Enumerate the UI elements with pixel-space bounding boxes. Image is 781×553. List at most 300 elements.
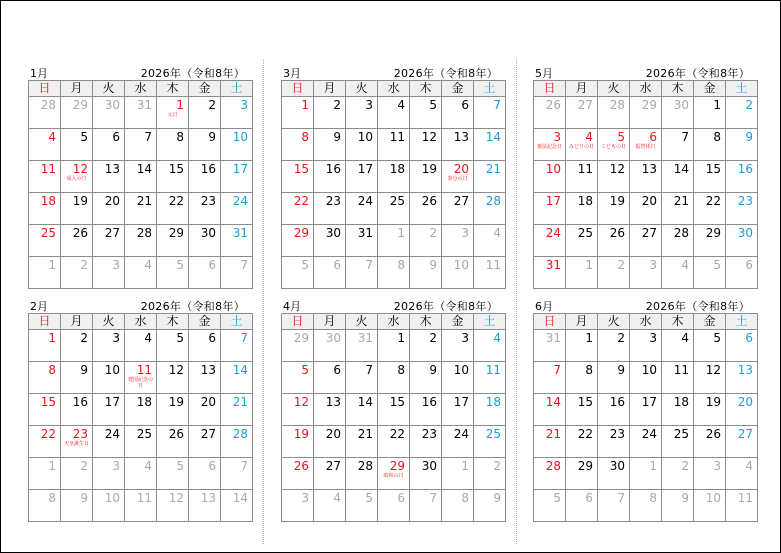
day-cell[interactable] — [378, 97, 410, 129]
day-cell[interactable] — [630, 490, 662, 522]
day-cell[interactable] — [410, 225, 442, 257]
day-cell[interactable] — [61, 161, 93, 193]
day-cell[interactable] — [662, 193, 694, 225]
day-cell[interactable] — [346, 225, 378, 257]
day-cell[interactable] — [314, 97, 346, 129]
day-cell[interactable] — [474, 161, 506, 193]
day-cell[interactable] — [93, 225, 125, 257]
day-cell[interactable] — [534, 490, 566, 522]
day-cell[interactable] — [662, 490, 694, 522]
day-cell[interactable] — [61, 129, 93, 161]
day-number: 1 — [176, 98, 184, 112]
day-cell[interactable] — [410, 362, 442, 394]
day-cell[interactable] — [157, 161, 189, 193]
day-number: 27 — [453, 194, 469, 208]
day-cell[interactable] — [378, 458, 410, 490]
day-cell[interactable] — [474, 257, 506, 289]
day-cell[interactable] — [93, 129, 125, 161]
day-cell[interactable] — [314, 490, 346, 522]
day-cell[interactable] — [189, 362, 221, 394]
day-number: 22 — [577, 427, 593, 441]
day-cell[interactable] — [598, 97, 630, 129]
day-cell[interactable] — [157, 193, 189, 225]
day-cell[interactable] — [125, 257, 157, 289]
day-cell[interactable] — [221, 257, 253, 289]
day-number: 17 — [453, 395, 469, 409]
day-cell[interactable] — [314, 362, 346, 394]
day-cell[interactable] — [378, 362, 410, 394]
day-cell[interactable] — [598, 330, 630, 362]
weekday-header: 月 — [61, 81, 93, 97]
day-cell[interactable] — [282, 97, 314, 129]
day-cell[interactable] — [314, 257, 346, 289]
day-cell[interactable] — [410, 426, 442, 458]
day-cell[interactable] — [566, 490, 598, 522]
day-cell[interactable] — [630, 257, 662, 289]
day-cell[interactable] — [125, 161, 157, 193]
day-cell[interactable] — [61, 330, 93, 362]
day-cell[interactable] — [314, 330, 346, 362]
day-cell[interactable] — [726, 394, 758, 426]
day-cell[interactable] — [282, 330, 314, 362]
day-cell[interactable] — [314, 193, 346, 225]
day-cell[interactable] — [442, 362, 474, 394]
day-cell[interactable] — [598, 490, 630, 522]
day-cell[interactable] — [157, 330, 189, 362]
day-cell[interactable] — [29, 426, 61, 458]
day-cell[interactable] — [93, 193, 125, 225]
day-cell[interactable] — [314, 394, 346, 426]
day-cell[interactable] — [662, 225, 694, 257]
day-cell[interactable] — [346, 394, 378, 426]
day-cell[interactable] — [314, 129, 346, 161]
day-cell[interactable] — [726, 257, 758, 289]
day-cell[interactable] — [125, 129, 157, 161]
day-cell[interactable] — [662, 458, 694, 490]
day-cell[interactable] — [61, 225, 93, 257]
day-number: 1 — [48, 331, 56, 345]
day-cell[interactable] — [598, 225, 630, 257]
day-cell[interactable] — [93, 330, 125, 362]
day-cell[interactable] — [346, 458, 378, 490]
weekday-header: 木 — [410, 314, 442, 330]
day-cell[interactable] — [474, 330, 506, 362]
day-cell[interactable] — [221, 193, 253, 225]
day-cell[interactable] — [378, 330, 410, 362]
day-cell[interactable] — [694, 394, 726, 426]
day-cell[interactable] — [694, 193, 726, 225]
day-cell[interactable] — [189, 394, 221, 426]
day-cell[interactable] — [346, 490, 378, 522]
day-cell[interactable] — [93, 394, 125, 426]
day-cell[interactable] — [662, 330, 694, 362]
day-cell[interactable] — [598, 129, 630, 161]
day-cell[interactable] — [346, 362, 378, 394]
week-row — [282, 161, 506, 193]
day-cell[interactable] — [630, 225, 662, 257]
day-cell[interactable] — [29, 161, 61, 193]
day-cell[interactable] — [346, 97, 378, 129]
day-cell[interactable] — [61, 97, 93, 129]
day-cell[interactable] — [534, 129, 566, 161]
day-cell[interactable] — [534, 458, 566, 490]
day-number: 14 — [136, 162, 152, 176]
day-cell[interactable] — [662, 257, 694, 289]
day-cell[interactable] — [378, 225, 410, 257]
day-number: 12 — [609, 162, 625, 176]
day-cell[interactable] — [726, 161, 758, 193]
day-cell[interactable] — [378, 161, 410, 193]
day-cell[interactable] — [93, 426, 125, 458]
day-cell[interactable] — [221, 161, 253, 193]
day-cell[interactable] — [630, 129, 662, 161]
week-row — [534, 490, 758, 522]
day-number: 5 — [301, 363, 309, 377]
day-cell[interactable] — [474, 490, 506, 522]
day-cell[interactable] — [410, 129, 442, 161]
day-cell[interactable] — [61, 193, 93, 225]
day-cell[interactable] — [29, 362, 61, 394]
day-cell[interactable] — [29, 129, 61, 161]
day-cell[interactable] — [189, 225, 221, 257]
day-cell[interactable] — [410, 193, 442, 225]
day-cell[interactable] — [442, 161, 474, 193]
day-number: 13 — [641, 162, 657, 176]
day-number: 4 — [745, 459, 753, 473]
day-number: 12 — [168, 363, 184, 377]
day-cell[interactable] — [378, 129, 410, 161]
day-cell[interactable] — [630, 426, 662, 458]
day-cell[interactable] — [346, 193, 378, 225]
day-cell[interactable] — [378, 394, 410, 426]
day-cell[interactable] — [474, 362, 506, 394]
day-cell[interactable] — [314, 458, 346, 490]
day-cell[interactable] — [662, 97, 694, 129]
day-cell[interactable] — [534, 362, 566, 394]
day-cell[interactable] — [566, 458, 598, 490]
day-cell[interactable] — [61, 362, 93, 394]
day-cell[interactable] — [598, 458, 630, 490]
day-cell[interactable] — [125, 490, 157, 522]
day-cell[interactable] — [221, 426, 253, 458]
day-cell[interactable] — [221, 458, 253, 490]
day-cell[interactable] — [566, 129, 598, 161]
column-divider — [263, 59, 264, 544]
day-cell[interactable] — [630, 458, 662, 490]
day-cell[interactable] — [282, 426, 314, 458]
day-cell[interactable] — [726, 458, 758, 490]
day-cell[interactable] — [662, 129, 694, 161]
day-cell[interactable] — [221, 225, 253, 257]
day-number: 19 — [705, 395, 721, 409]
day-cell[interactable] — [534, 161, 566, 193]
day-number: 12 — [293, 395, 309, 409]
day-number: 25 — [577, 226, 593, 240]
day-cell[interactable] — [93, 97, 125, 129]
day-cell[interactable] — [598, 394, 630, 426]
day-cell[interactable] — [630, 330, 662, 362]
day-number: 22 — [293, 194, 309, 208]
day-cell[interactable] — [93, 257, 125, 289]
day-cell[interactable] — [157, 225, 189, 257]
day-cell[interactable] — [93, 161, 125, 193]
day-cell[interactable] — [314, 161, 346, 193]
weekday-header: 土 — [221, 314, 253, 330]
day-cell[interactable] — [189, 257, 221, 289]
day-cell[interactable] — [442, 225, 474, 257]
day-cell[interactable] — [726, 362, 758, 394]
day-cell[interactable] — [125, 193, 157, 225]
day-cell[interactable] — [566, 97, 598, 129]
day-cell[interactable] — [474, 394, 506, 426]
day-cell[interactable] — [93, 458, 125, 490]
day-number: 29 — [389, 459, 405, 473]
day-cell[interactable] — [534, 225, 566, 257]
day-cell[interactable] — [534, 330, 566, 362]
day-cell[interactable] — [694, 97, 726, 129]
day-cell[interactable] — [314, 426, 346, 458]
day-cell[interactable] — [282, 394, 314, 426]
day-cell[interactable] — [630, 161, 662, 193]
day-cell[interactable] — [566, 193, 598, 225]
day-cell[interactable] — [378, 490, 410, 522]
day-cell[interactable] — [598, 161, 630, 193]
day-cell[interactable] — [221, 490, 253, 522]
day-cell[interactable] — [157, 362, 189, 394]
day-cell[interactable] — [157, 257, 189, 289]
day-cell[interactable] — [566, 426, 598, 458]
day-cell[interactable] — [125, 394, 157, 426]
day-cell[interactable] — [189, 426, 221, 458]
weekday-header: 水 — [630, 81, 662, 97]
day-number: 9 — [429, 363, 437, 377]
day-cell[interactable] — [630, 97, 662, 129]
day-cell[interactable] — [282, 129, 314, 161]
day-cell[interactable] — [662, 362, 694, 394]
day-cell[interactable] — [474, 426, 506, 458]
day-cell[interactable] — [694, 161, 726, 193]
day-cell[interactable] — [346, 426, 378, 458]
day-cell[interactable] — [694, 129, 726, 161]
day-cell[interactable] — [93, 490, 125, 522]
day-cell[interactable] — [29, 257, 61, 289]
day-cell[interactable] — [726, 129, 758, 161]
day-cell[interactable] — [282, 490, 314, 522]
holiday-name: みどりの日 — [568, 144, 594, 150]
day-cell[interactable] — [410, 490, 442, 522]
day-cell[interactable] — [29, 193, 61, 225]
weekday-header: 日 — [29, 81, 61, 97]
day-cell[interactable] — [29, 490, 61, 522]
day-cell[interactable] — [378, 193, 410, 225]
day-cell[interactable] — [221, 330, 253, 362]
day-cell[interactable] — [189, 458, 221, 490]
day-cell[interactable] — [442, 97, 474, 129]
day-cell[interactable] — [474, 225, 506, 257]
day-cell[interactable] — [726, 426, 758, 458]
day-cell[interactable] — [125, 426, 157, 458]
day-cell[interactable] — [474, 129, 506, 161]
day-cell[interactable] — [346, 330, 378, 362]
day-cell[interactable] — [125, 362, 157, 394]
day-cell[interactable] — [726, 490, 758, 522]
day-cell[interactable] — [61, 458, 93, 490]
day-cell[interactable] — [157, 490, 189, 522]
day-cell[interactable] — [442, 458, 474, 490]
day-cell[interactable] — [534, 394, 566, 426]
day-cell[interactable] — [598, 257, 630, 289]
day-cell[interactable] — [598, 426, 630, 458]
day-cell[interactable] — [61, 257, 93, 289]
day-number: 24 — [232, 194, 248, 208]
day-cell[interactable] — [221, 129, 253, 161]
day-cell[interactable] — [410, 97, 442, 129]
day-cell[interactable] — [29, 458, 61, 490]
day-cell[interactable] — [442, 394, 474, 426]
day-number: 11 — [389, 130, 405, 144]
day-cell[interactable] — [566, 161, 598, 193]
weekday-header: 火 — [93, 81, 125, 97]
day-cell[interactable] — [442, 129, 474, 161]
day-cell[interactable] — [282, 458, 314, 490]
day-number: 17 — [357, 162, 373, 176]
day-cell[interactable] — [534, 193, 566, 225]
day-cell[interactable] — [61, 394, 93, 426]
day-cell[interactable] — [694, 362, 726, 394]
day-cell[interactable] — [630, 362, 662, 394]
day-cell[interactable] — [189, 330, 221, 362]
day-cell[interactable] — [694, 257, 726, 289]
day-number: 25 — [673, 427, 689, 441]
day-cell[interactable] — [157, 394, 189, 426]
day-cell[interactable] — [378, 426, 410, 458]
day-cell[interactable] — [282, 193, 314, 225]
weekday-header: 日 — [534, 314, 566, 330]
day-number: 28 — [40, 98, 56, 112]
day-cell[interactable] — [189, 490, 221, 522]
day-cell[interactable] — [566, 225, 598, 257]
day-cell[interactable] — [29, 97, 61, 129]
day-cell[interactable] — [566, 330, 598, 362]
day-cell[interactable] — [598, 193, 630, 225]
day-cell[interactable] — [694, 490, 726, 522]
day-cell[interactable] — [282, 257, 314, 289]
weekday-header: 土 — [221, 81, 253, 97]
day-cell[interactable] — [630, 394, 662, 426]
day-number: 18 — [577, 194, 593, 208]
day-cell[interactable] — [534, 257, 566, 289]
day-cell[interactable] — [125, 97, 157, 129]
day-cell[interactable] — [566, 394, 598, 426]
day-cell[interactable] — [189, 97, 221, 129]
day-cell[interactable] — [598, 362, 630, 394]
day-cell[interactable] — [157, 458, 189, 490]
day-cell[interactable] — [726, 330, 758, 362]
day-cell[interactable] — [282, 362, 314, 394]
day-cell[interactable] — [474, 97, 506, 129]
day-cell[interactable] — [189, 161, 221, 193]
day-number: 16 — [421, 395, 437, 409]
day-cell[interactable] — [346, 129, 378, 161]
day-cell[interactable] — [474, 458, 506, 490]
day-cell[interactable] — [346, 161, 378, 193]
day-cell[interactable] — [726, 97, 758, 129]
day-cell[interactable] — [566, 362, 598, 394]
day-cell[interactable] — [157, 129, 189, 161]
day-cell[interactable] — [221, 97, 253, 129]
day-number: 5 — [80, 130, 88, 144]
day-cell[interactable] — [157, 426, 189, 458]
month-label: 2月 — [30, 300, 48, 313]
day-cell[interactable] — [29, 225, 61, 257]
day-cell[interactable] — [378, 257, 410, 289]
week-row — [534, 394, 758, 426]
day-cell[interactable] — [189, 193, 221, 225]
day-cell[interactable] — [282, 161, 314, 193]
day-cell[interactable] — [726, 193, 758, 225]
day-cell[interactable] — [442, 426, 474, 458]
day-cell[interactable] — [442, 330, 474, 362]
day-cell[interactable] — [474, 193, 506, 225]
day-cell[interactable] — [694, 225, 726, 257]
day-cell[interactable] — [125, 458, 157, 490]
day-cell[interactable] — [410, 161, 442, 193]
day-cell[interactable] — [221, 362, 253, 394]
day-number: 3 — [301, 491, 309, 505]
day-number: 1 — [649, 459, 657, 473]
day-cell[interactable] — [662, 426, 694, 458]
day-cell[interactable] — [726, 225, 758, 257]
day-cell[interactable] — [157, 97, 189, 129]
day-cell[interactable] — [534, 426, 566, 458]
day-cell[interactable] — [29, 330, 61, 362]
day-cell[interactable] — [314, 225, 346, 257]
day-cell[interactable] — [662, 394, 694, 426]
day-cell[interactable] — [410, 257, 442, 289]
day-cell[interactable] — [221, 394, 253, 426]
day-number: 22 — [389, 427, 405, 441]
day-cell[interactable] — [534, 97, 566, 129]
day-cell[interactable] — [442, 490, 474, 522]
day-number: 3 — [553, 130, 561, 144]
day-cell[interactable] — [694, 458, 726, 490]
day-number: 11 — [577, 162, 593, 176]
day-cell[interactable] — [125, 330, 157, 362]
day-number: 1 — [397, 331, 405, 345]
day-cell[interactable] — [410, 394, 442, 426]
holiday-name: 振替休日 — [635, 144, 656, 150]
day-cell[interactable] — [125, 225, 157, 257]
day-cell[interactable] — [29, 394, 61, 426]
day-cell[interactable] — [189, 129, 221, 161]
day-cell[interactable] — [442, 257, 474, 289]
day-cell[interactable] — [630, 193, 662, 225]
day-cell[interactable] — [61, 426, 93, 458]
day-cell[interactable] — [410, 330, 442, 362]
day-cell[interactable] — [346, 257, 378, 289]
day-cell[interactable] — [410, 458, 442, 490]
day-cell[interactable] — [694, 330, 726, 362]
weekday-header-row — [282, 314, 506, 330]
day-cell[interactable] — [442, 193, 474, 225]
day-cell[interactable] — [566, 257, 598, 289]
day-cell[interactable] — [662, 161, 694, 193]
day-cell[interactable] — [282, 225, 314, 257]
day-cell[interactable] — [93, 362, 125, 394]
week-row — [29, 161, 253, 193]
day-cell[interactable] — [694, 426, 726, 458]
day-cell[interactable] — [61, 490, 93, 522]
